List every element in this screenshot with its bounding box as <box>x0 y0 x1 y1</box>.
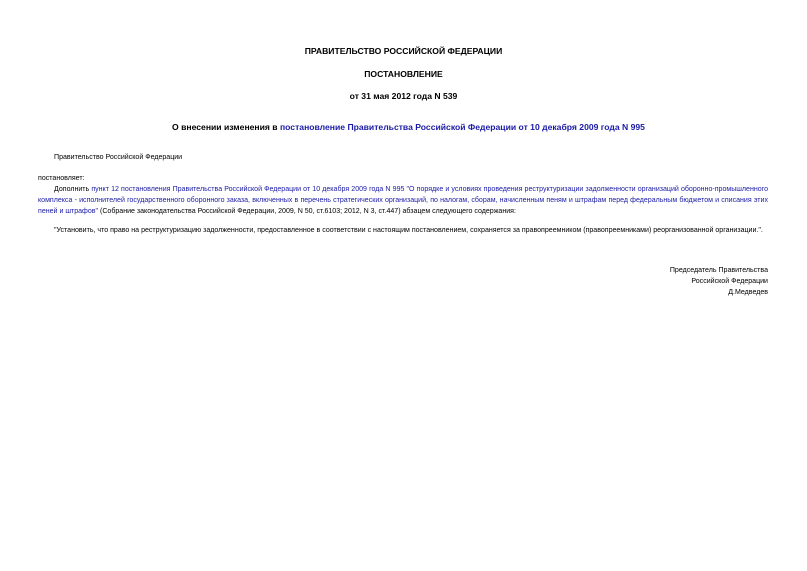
amendment-prefix: Дополнить <box>54 186 92 193</box>
signature-country: Российской Федерации <box>691 278 768 285</box>
document-date-number: от 31 мая 2012 года N 539 <box>349 91 458 101</box>
document-type-heading: ПОСТАНОВЛЕНИЕ <box>364 69 443 79</box>
title-link[interactable]: постановление Правительства Российской Федерации от 10 декабря 2009 года N 995 <box>279 122 645 132</box>
title-prefix: О внесении изменения в <box>172 122 280 132</box>
document-title <box>5 122 807 133</box>
signature-name: Д.Медведев <box>728 289 768 296</box>
amendment-suffix: (Собрание законодательства Российской Федерации, 2009, N 50, ст.6103; 2012, N 3, ст.447) абзацем следующего содержания: <box>98 208 516 215</box>
resolves-line: постановляет: <box>38 175 85 182</box>
amendment-paragraph <box>38 184 768 217</box>
quoted-text-paragraph: "Установить, что право на реструктуризацию задолженности, предоставленное в соответствии с настоящим постановлением, сохраняется за правопреемником (правопреемниками) реорганизованной организации.". <box>54 227 763 234</box>
government-heading: ПРАВИТЕЛЬСТВО РОССИЙСКОЙ ФЕДЕРАЦИИ <box>304 46 503 56</box>
amendment-link[interactable]: пункт 12 постановления Правительства Российской Федерации от 10 декабря 2009 года N 995 "О порядке и условиях проведения реструктуризации задолженности организаций оборонно-промышленного комплекса - исполнителей государственного оборонного заказа, включенных в перечень стратегических организаций, по налогам, сборам, начисленным пеням и штрафам перед федеральным бюджетом и списания этих пеней и штрафов" <box>38 186 768 215</box>
signature-title: Председатель Правительства <box>669 267 768 274</box>
government-line: Правительство Российской Федерации <box>54 154 183 161</box>
